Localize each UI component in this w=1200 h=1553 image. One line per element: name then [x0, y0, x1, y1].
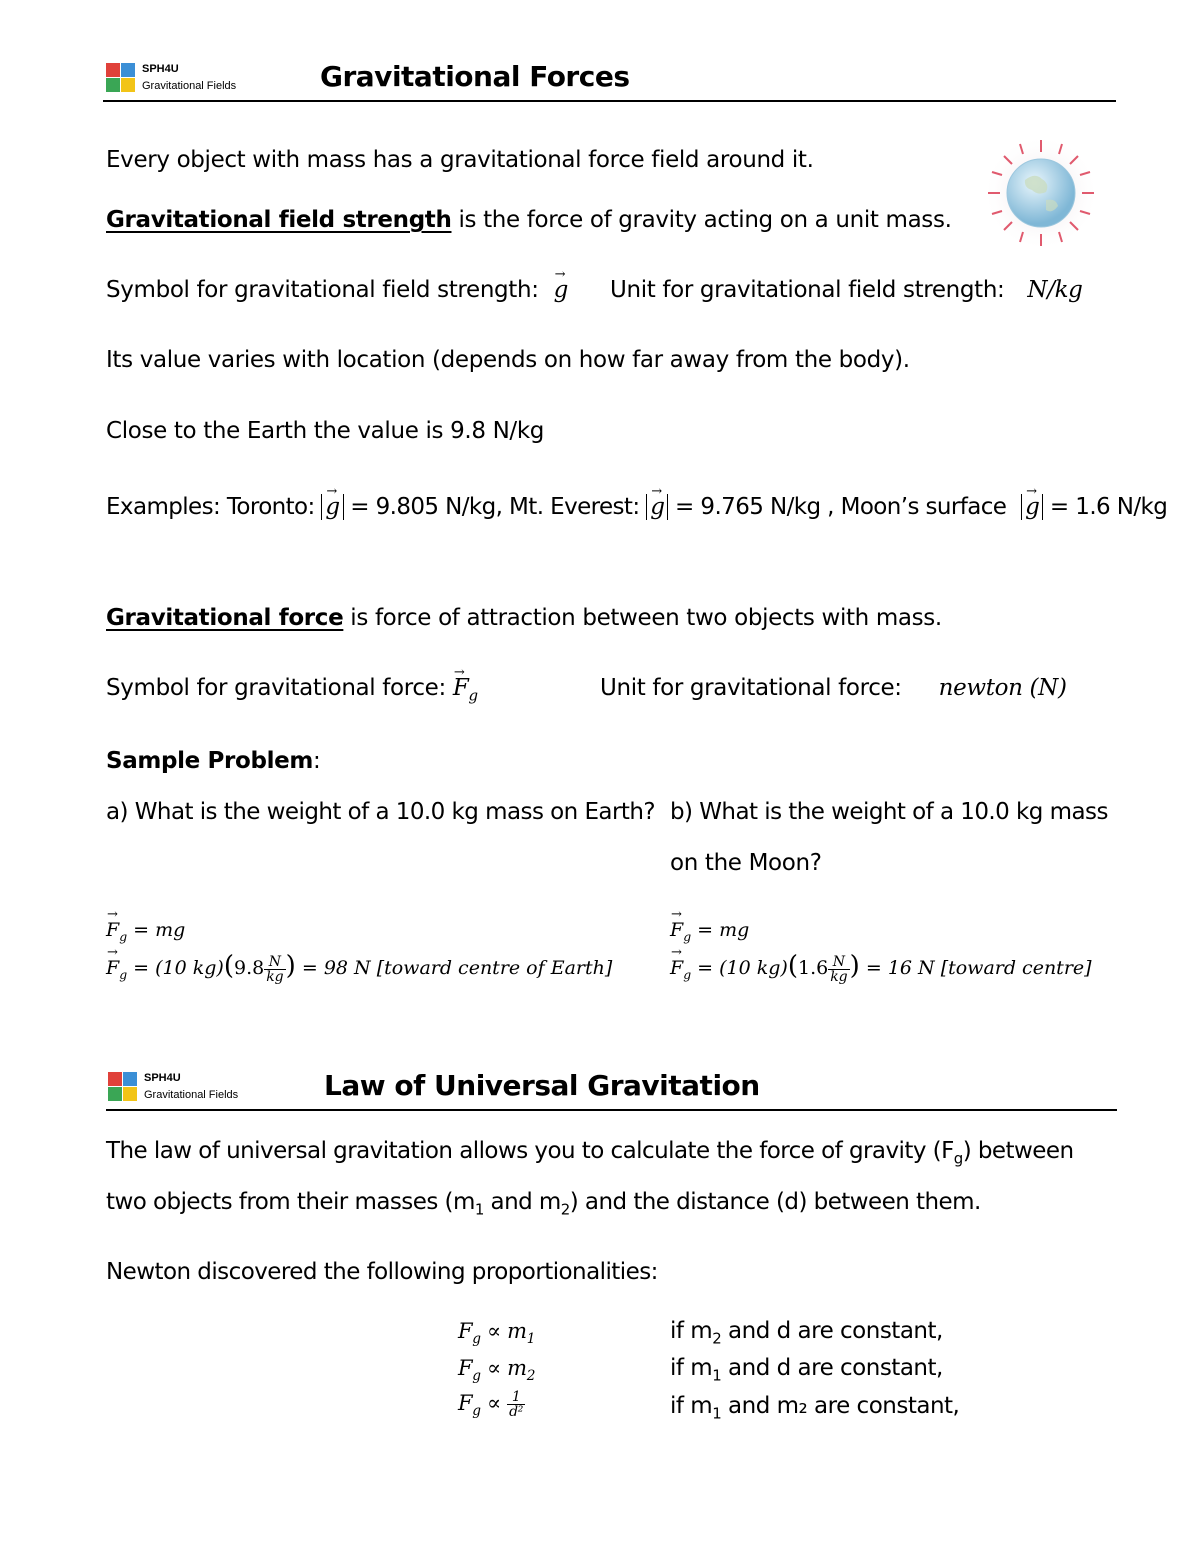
- gf-definition: [106, 603, 942, 633]
- question-b-line1: b) What is the weight of a 10.0 kg mass: [670, 799, 1108, 825]
- gfs-symbol-label: Symbol for gravitational field strength:: [106, 277, 539, 303]
- header-logo: [108, 1072, 248, 1106]
- everest-value: = 9.765 N/kg , Moon’s surface: [668, 494, 1014, 520]
- page-title: Gravitational Forces: [320, 60, 630, 93]
- gf-unit: newton (N): [938, 675, 1067, 701]
- course-code: SPH4U: [142, 63, 179, 75]
- varies-text: Its value varies with location (depends on how far away from the body).: [106, 347, 910, 373]
- solution-b-line1: → $F_g$ = mg: [670, 918, 749, 949]
- gf-def: is force of attraction between two objects with mass.: [343, 605, 942, 631]
- gf-unit-line: [600, 673, 1067, 703]
- sample-problem-heading: Sample Problem:: [106, 748, 321, 774]
- gfs-term: Gravitational field strength: [106, 207, 452, 233]
- header-rule: [103, 100, 1116, 102]
- gfs-unit: N/kg: [1027, 277, 1083, 303]
- gf-unit-label: Unit for gravitational force:: [600, 675, 902, 701]
- gfs-definition: [106, 205, 952, 235]
- solution-b-line2: → $F_g = (10$ kg)(1.6 $\frac{N}{kg}$ ) = 16 N [toward centre]: [670, 954, 1092, 987]
- close-earth-text: Close to the Earth the value is 9.8 N/kg: [106, 418, 545, 444]
- prop-row-3: $F_g$ ∝ $\frac{1}{\text{d²}}$: [458, 1389, 524, 1420]
- toronto-value: = 9.805 N/kg, Mt. Everest:: [343, 494, 647, 520]
- unit-name: Gravitational Fields: [144, 1089, 239, 1101]
- course-logo-icon: [106, 63, 136, 93]
- prop-row-2: $F_g \propto m_2$: [458, 1356, 536, 1385]
- gf-symbol-line: Symbol for gravitational force: → $F_g$: [106, 673, 478, 711]
- solution-a-line1: → $F_g$ = mg: [106, 918, 185, 949]
- g-magnitude: → g: [646, 494, 668, 520]
- gfs-def: is the force of gravity acting on a unit mass.: [451, 207, 952, 233]
- g-magnitude: → g: [321, 494, 343, 520]
- unit-name: Gravitational Fields: [142, 80, 237, 92]
- intro-text: Every object with mass has a gravitational force field around it.: [106, 147, 814, 173]
- earth-field-icon: [980, 132, 1102, 254]
- prop-cond-2: if $m_1$ and d are constant,: [670, 1355, 943, 1385]
- solution-a-line2: → $F_g = (10$ kg)(9.8 $\frac{N}{kg}$ ) = 98 N [toward centre of Earth]: [106, 954, 612, 987]
- examples-label: Examples: Toronto:: [106, 494, 322, 520]
- g-magnitude: → g: [1021, 494, 1043, 520]
- law-line2: two objects from their masses ($m_1$ and $m_2$) and the distance (d) between them.: [106, 1189, 981, 1219]
- question-b-line2: on the Moon?: [670, 850, 822, 876]
- header-rule: [106, 1109, 1117, 1111]
- gfs-symbol-line: [106, 275, 568, 305]
- gfs-unit-label: Unit for gravitational field strength:: [610, 277, 1005, 303]
- prop-row-1: $F_g \propto m_1$: [458, 1319, 536, 1348]
- prop-cond-1: if $m_2$ and d are constant,: [670, 1318, 943, 1348]
- course-code: SPH4U: [144, 1072, 181, 1084]
- law-line1: The law of universal gravitation allows you to calculate the force of gravity $(F_g)$ between: [106, 1138, 1074, 1168]
- newton-prop-text: Newton discovered the following proportionalities:: [106, 1259, 658, 1285]
- examples-line: [106, 492, 1167, 522]
- moon-value: = 1.6 N/kg: [1043, 494, 1168, 520]
- course-logo-icon: [108, 1072, 138, 1102]
- prop-cond-3: if $m_1$ and m₂ are constant,: [670, 1393, 960, 1423]
- gf-term: Gravitational force: [106, 605, 344, 631]
- gf-symbol-label: Symbol for gravitational force:: [106, 675, 453, 701]
- gf-symbol: → F: [453, 673, 469, 703]
- header-logo: [106, 63, 246, 97]
- section-title: Law of Universal Gravitation: [324, 1069, 760, 1102]
- gfs-symbol: → g: [554, 275, 568, 305]
- question-a: a) What is the weight of a 10.0 kg mass on Earth?: [106, 799, 656, 825]
- gfs-unit-line: [610, 275, 1083, 305]
